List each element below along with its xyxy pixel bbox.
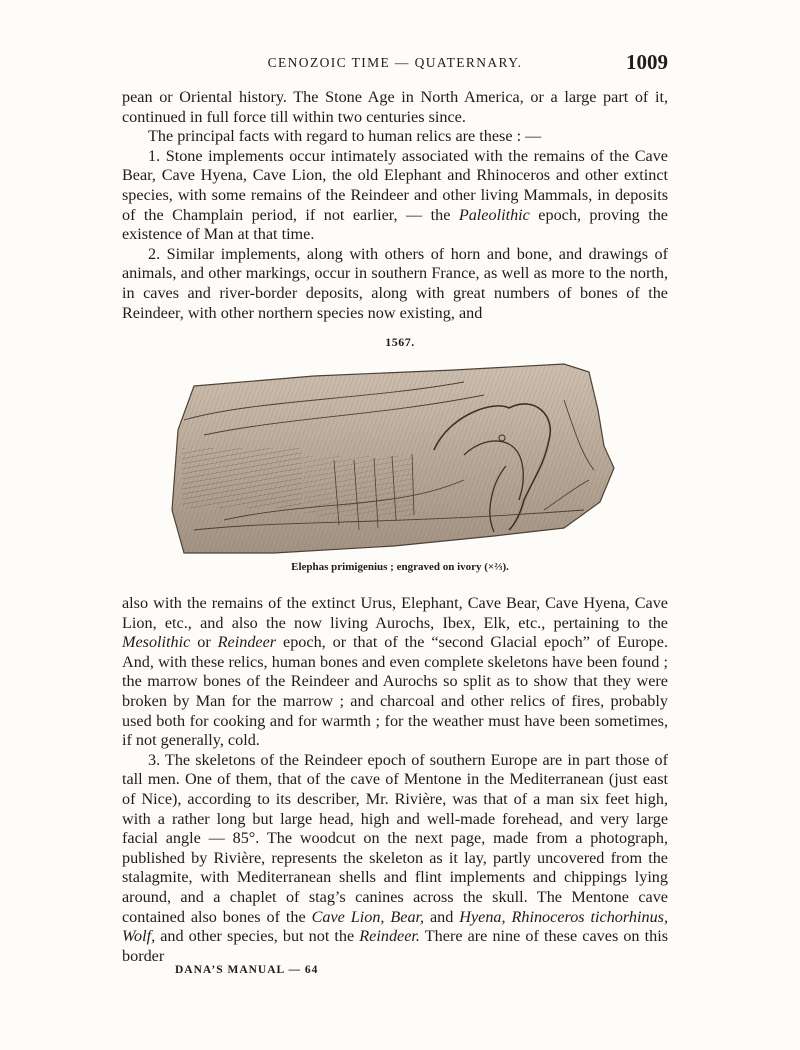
paragraph-fact-1 bbox=[122, 147, 668, 245]
body-text-top bbox=[122, 88, 668, 323]
continuation-a: also with the remains of the extinct Urus, Elephant, Cave Bear, Cave Hyena, Cave Lion, etc., and also the now living Aurochs, Ibex, Elk, etc., pertaining to the bbox=[122, 594, 668, 632]
continuation-italic-mesolithic: Mesolithic bbox=[122, 633, 191, 652]
continuation-b: or bbox=[190, 633, 218, 652]
running-head bbox=[122, 50, 668, 76]
running-head-title: CENOZOIC TIME — QUATERNARY. bbox=[267, 55, 523, 70]
paragraph-stone-age: pean or Oriental history. The Stone Age in North America, or a large part of it, continued in full force till within two centuries since. bbox=[122, 88, 668, 126]
paragraph-fact-2: 2. Similar implements, along with others of horn and bone, and drawings of animals, and other markings, occur in southern France, as well as more to the north, in caves and river-border deposits, along with great numbers of bones of the Reindeer, with other northern species now existing, and bbox=[122, 244, 668, 322]
paragraph-continuation bbox=[122, 594, 668, 751]
continuation-c: epoch, or that of the “second Glacial epoch” of Europe. And, with these relics, human bones and even complete skeletons have been found ; the marrow bones of the Reindeer and Aurochs so split as to show that they were broken by Man for the marrow ; and charcoal and other relics of fires, probably used both for cooking and for warmth ; for the weather must have been sometimes, if not generally, cold. bbox=[122, 633, 669, 750]
fact3-c: There are nine of these caves on this border bbox=[122, 927, 668, 965]
body-text-bottom bbox=[122, 594, 668, 966]
fact1-tail: epoch, proving the existence of Man at that time. bbox=[122, 205, 668, 244]
paragraph-fact-3 bbox=[122, 751, 668, 967]
mammoth-engraving-image bbox=[164, 360, 624, 556]
signature-footer: DANA’S MANUAL — 64 bbox=[175, 964, 319, 976]
figure-caption: Elephas primigenius ; engraved on ivory (×⅔). bbox=[291, 561, 509, 573]
fact3-a: 3. The skeletons of the Reindeer epoch of southern Europe are in part those of tall men. One of them, that of the cave of Mentone in the Mediterranean (just east of Nice), according to its describer, Mr. Rivière, was that of a man six feet high, with a rather long but large head, high and well-made forehead, and very large facial angle — 85°. The woodcut on the next page, made from a photograph, published by Rivière, represents the skeleton as it lay, partly uncovered from the stalagmite, with Mediterranean shells and flint implements and chippings lying around, and a chaplet of stag’s canines across the skull. The Mentone cave contained also bones of the bbox=[122, 750, 668, 926]
page-number: 1009 bbox=[626, 50, 668, 74]
fact3-and: and bbox=[424, 907, 460, 926]
fact1-text: 1. Stone implements occur intimately associated with the remains of the Cave Bear, Cave Hyena, Cave Lion, the old Elephant and Rhinoceros and other extinct species, with some remains of the Reindeer and other living Mammals, in deposits of the Champlain period, if not earlier, — the bbox=[122, 146, 668, 224]
ivory-engraving-figure bbox=[164, 360, 624, 556]
paragraph-principal-facts: The principal facts with regard to human relics are these : — bbox=[148, 127, 542, 146]
fact3-italic-hyena: Hyena, Rhinoceros tichorhinus, Wolf, bbox=[122, 907, 669, 946]
fact3-b: and other species, but not the bbox=[155, 927, 360, 946]
continuation-italic-reindeer: Reindeer bbox=[217, 633, 277, 652]
figure-number: 1567. bbox=[385, 335, 415, 349]
fact3-italic-reindeer: Reindeer. bbox=[359, 927, 420, 946]
fact3-italic-cave-lion: Cave Lion, Bear, bbox=[311, 907, 425, 926]
fact1-italic: Paleolithic bbox=[458, 205, 530, 224]
